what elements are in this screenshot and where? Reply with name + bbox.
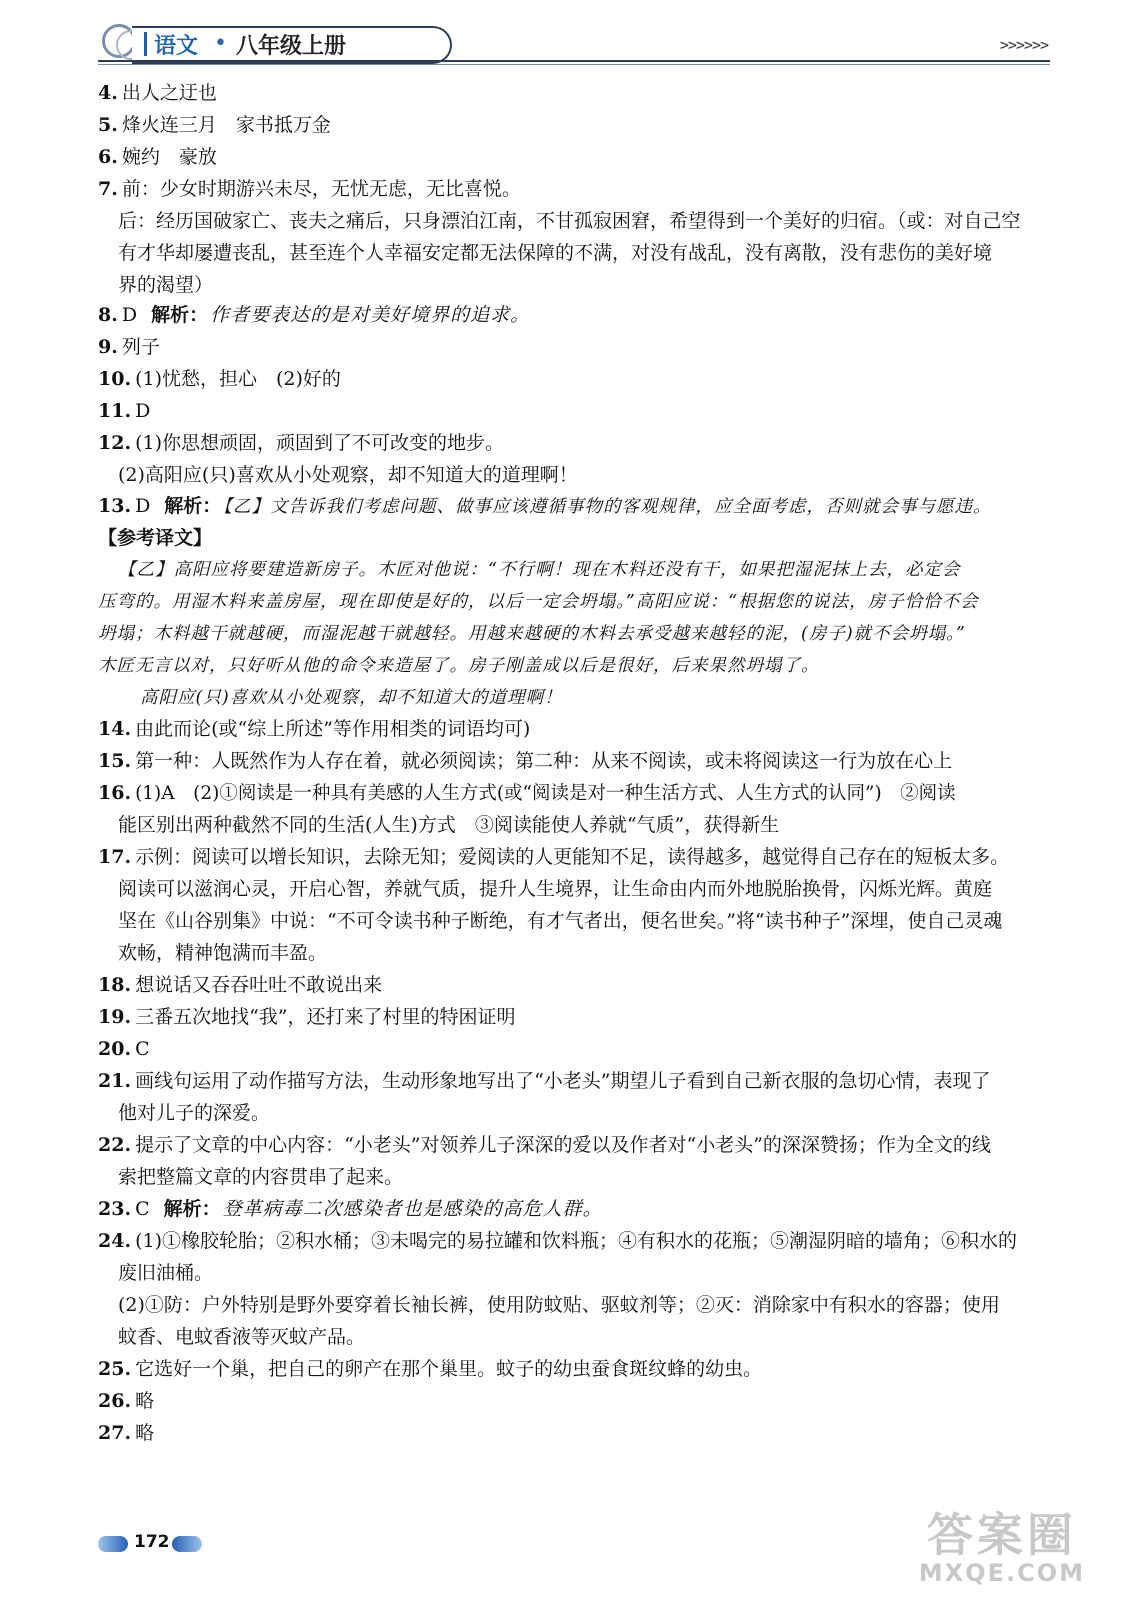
- answer-number: 27.: [98, 1422, 132, 1444]
- answer-text: 出人之迂也: [121, 82, 217, 104]
- header-separator: •: [214, 31, 227, 56]
- answer-number: 5.: [98, 114, 118, 136]
- answer-12: [98, 428, 504, 458]
- answer-24: [98, 1226, 1017, 1256]
- answer-17-line-4: 欢畅，精神饱满而丰盈。: [118, 942, 328, 964]
- analysis-label: 解析：: [164, 495, 222, 517]
- answer-number: 22.: [98, 1134, 132, 1156]
- answer-21-line-2: 他对儿子的深爱。: [118, 1102, 271, 1124]
- answer-24-line-2: 废旧油桶。: [118, 1262, 214, 1284]
- answer-number: 26.: [98, 1390, 132, 1412]
- answer-7-line-4: 界的渴望）: [118, 274, 214, 296]
- answer-text: D: [135, 400, 151, 422]
- page-footer: [98, 1528, 298, 1558]
- answer-13: [98, 491, 992, 522]
- answer-7: [98, 174, 521, 204]
- analysis-text: 【乙】文告诉我们考虑问题、做事应该遵循事物的客观规律，应全面考虑，否则就会事与愿违。: [223, 497, 992, 517]
- answer-17: [98, 842, 1009, 872]
- answer-number: 9.: [98, 336, 118, 358]
- answer-text: 示例：阅读可以增长知识，去除无知；爱阅读的人更能知不足，读得越多，越觉得自己存在的短板太多。: [135, 846, 1010, 868]
- answer-number: 21.: [98, 1070, 132, 1092]
- answer-text: (1)①橡胶轮胎；②积水桶；③未喝完的易拉罐和饮料瓶；④有积水的花瓶；⑤潮湿阴暗的墙角；⑥积水的: [135, 1230, 1017, 1252]
- answer-23: [98, 1194, 603, 1224]
- answer-number: 8.: [98, 304, 118, 326]
- watermark-url: MXQE.COM: [918, 1559, 1085, 1587]
- answer-12-line-2: (2)高阳应(只)喜欢从小处观察，却不知道大的道理啊！: [118, 464, 578, 486]
- answer-number: 14.: [98, 718, 132, 740]
- answer-16-line-2: 能区别出两种截然不同的生活(人生)方式 ③阅读能使人养就“气质”，获得新生: [118, 814, 780, 836]
- subject-title: 语文: [154, 34, 199, 59]
- translation-line-1: 【乙】高阳应将要建造新房子。木匠对他说：“不行啊！现在木料还没有干，如果把湿泥抹上去，必定会: [118, 560, 961, 580]
- answer-text: 略: [135, 1390, 155, 1412]
- answer-number: 6.: [98, 146, 118, 168]
- page-number: 172: [134, 1532, 170, 1552]
- answer-27: [98, 1418, 154, 1448]
- answer-6: [98, 142, 217, 172]
- answer-text: (1)忧愁，担心 (2)好的: [135, 368, 341, 390]
- answer-26: [98, 1386, 154, 1416]
- answer-20: [98, 1034, 150, 1064]
- answer-number: 23.: [98, 1198, 132, 1220]
- answer-number: 16.: [98, 782, 132, 804]
- answer-8: [98, 300, 530, 330]
- analysis-text: 登革病毒二次感染者也是感染的高危人群。: [222, 1198, 603, 1220]
- answer-number: 12.: [98, 432, 132, 454]
- answer-18: [98, 970, 382, 1000]
- answer-text: 前：少女时期游兴未尽，无忧无虑，无比喜悦。: [121, 178, 521, 200]
- answer-number: 25.: [98, 1358, 132, 1380]
- answer-text: 想说话又吞吞吐吐不敢说出来: [135, 974, 383, 996]
- answer-text: 第一种：人既然作为人存在着，就必须阅读；第二种：从来不阅读，或未将阅读这一行为放在心上: [135, 750, 953, 772]
- answer-choice: D: [135, 495, 151, 517]
- answer-4: [98, 78, 217, 108]
- arrows-icon: >>>>>>: [999, 36, 1048, 54]
- answer-17-line-3: 坚在《山谷别集》中说：“不可令读书种子断绝，有才气者出，便名世矣。”将“读书种子”深埋，使自己灵魂: [118, 910, 1003, 932]
- page-header: [98, 20, 1050, 70]
- translation-line-5: 高阳应(只)喜欢从小处观察，却不知道大的道理啊！: [140, 688, 563, 708]
- answer-16: [98, 778, 956, 809]
- answer-25: [98, 1354, 762, 1384]
- answer-text: 婉约 豪放: [121, 146, 217, 168]
- page-ornament-right-icon: [172, 1536, 202, 1552]
- answer-number: 20.: [98, 1038, 132, 1060]
- answer-number: 13.: [98, 495, 132, 517]
- answer-9: [98, 332, 160, 362]
- answer-17-line-2: 阅读可以滋润心灵，开启心智，养就气质，提升人生境界，让生命由内而外地脱胎换骨，闪烁光辉。黄庭: [118, 878, 993, 900]
- grade-title: 八年级上册: [236, 34, 347, 59]
- answer-text: 由此而论(或“综上所述”等作用相类的词语均可): [135, 718, 531, 740]
- answer-text: (1)你思想顽固，顽固到了不可改变的地步。: [135, 432, 504, 454]
- answer-choice: C: [135, 1198, 150, 1220]
- analysis-label: 解析：: [151, 304, 209, 326]
- page-ornament-left-icon: [98, 1536, 128, 1552]
- reference-translation-heading: 【参考译文】: [98, 527, 213, 549]
- answer-text: 画线句运用了动作描写方法，生动形象地写出了“小老头”期望儿子看到自己新衣服的急切心情，表现了: [135, 1070, 991, 1092]
- watermark-text: 答案圈: [926, 1508, 1077, 1562]
- header-bar: [144, 32, 147, 56]
- translation-line-4: 木匠无言以对，只好听从他的命令来造屋了。房子刚盖成以后是很好，后来果然坍塌了。: [98, 656, 820, 676]
- answer-21: [98, 1066, 991, 1096]
- answer-number: 19.: [98, 1006, 132, 1028]
- answer-text: 略: [135, 1422, 155, 1444]
- answer-number: 17.: [98, 846, 132, 868]
- translation-line-3: 坍塌；木料越干就越硬，而湿泥越干就越轻。用越来越硬的木料去承受越来越轻的泥，(房子)就不会坍塌。”: [98, 624, 966, 644]
- answer-5: [98, 110, 331, 140]
- answer-number: 10.: [98, 368, 132, 390]
- answer-22-line-2: 索把整篇文章的内容贯串了起来。: [118, 1166, 404, 1188]
- answer-24-line-3: (2)①防：户外特别是野外要穿着长袖长裤，使用防蚊贴、驱蚊剂等；②灭：消除家中有积水的容器；使用: [118, 1294, 1000, 1316]
- answer-text: 它选好一个巢，把自己的卵产在那个巢里。蚊子的幼虫蚕食斑纹蜂的幼虫。: [135, 1358, 763, 1380]
- header-rule-thin: [98, 64, 1050, 65]
- answer-22: [98, 1130, 991, 1160]
- header-rule: [98, 60, 1050, 62]
- answer-number: 18.: [98, 974, 132, 996]
- answer-text: 列子: [121, 336, 160, 358]
- answer-15: [98, 746, 952, 776]
- answer-11: [98, 396, 150, 426]
- answer-7-line-3: 有才华却屡遭丧乱，甚至连个人幸福安定都无法保障的不满，对没有战乱，没有离散，没有悲伤的美好境: [118, 242, 993, 264]
- answer-number: 24.: [98, 1230, 132, 1252]
- watermark-logo: [919, 1510, 1085, 1586]
- answer-number: 15.: [98, 750, 132, 772]
- analysis-label: 解析：: [163, 1198, 221, 1220]
- answer-19: [98, 1002, 516, 1032]
- answer-choice: D: [121, 304, 138, 326]
- answer-text: 三番五次地找“我”，还打来了村里的特困证明: [135, 1006, 516, 1028]
- answer-number: 4.: [98, 82, 118, 104]
- answer-text: (1)A (2)①阅读是一种具有美感的人生方式(或“阅读是对一种生活方式、人生方式的认同”) ②阅读: [135, 783, 956, 804]
- answer-text: C: [135, 1038, 150, 1060]
- analysis-text: 作者要表达的是对美好境界的追求。: [210, 304, 531, 326]
- answer-7-line-2: 后：经历国破家亡、丧夫之痛后，只身漂泊江南，不甘孤寂困窘，希望得到一个美好的归宿。（或：对自己空: [118, 210, 1021, 232]
- answer-10: [98, 364, 341, 394]
- answer-24-line-4: 蚊香、电蚊香液等灭蚊产品。: [118, 1326, 366, 1348]
- answer-text: 提示了文章的中心内容：“小老头”对领养儿子深深的爱以及作者对“小老头”的深深赞扬；作为全文的线: [135, 1134, 991, 1156]
- answer-number: 11.: [98, 400, 132, 422]
- answer-14: [98, 714, 530, 744]
- answer-text: 烽火连三月 家书抵万金: [121, 114, 331, 136]
- answer-number: 7.: [98, 178, 118, 200]
- translation-line-2: 压弯的。用湿木料来盖房屋，现在即使是好的，以后一定会坍塌。”高阳应说：“根据您的说法，房子恰恰不会: [98, 592, 979, 612]
